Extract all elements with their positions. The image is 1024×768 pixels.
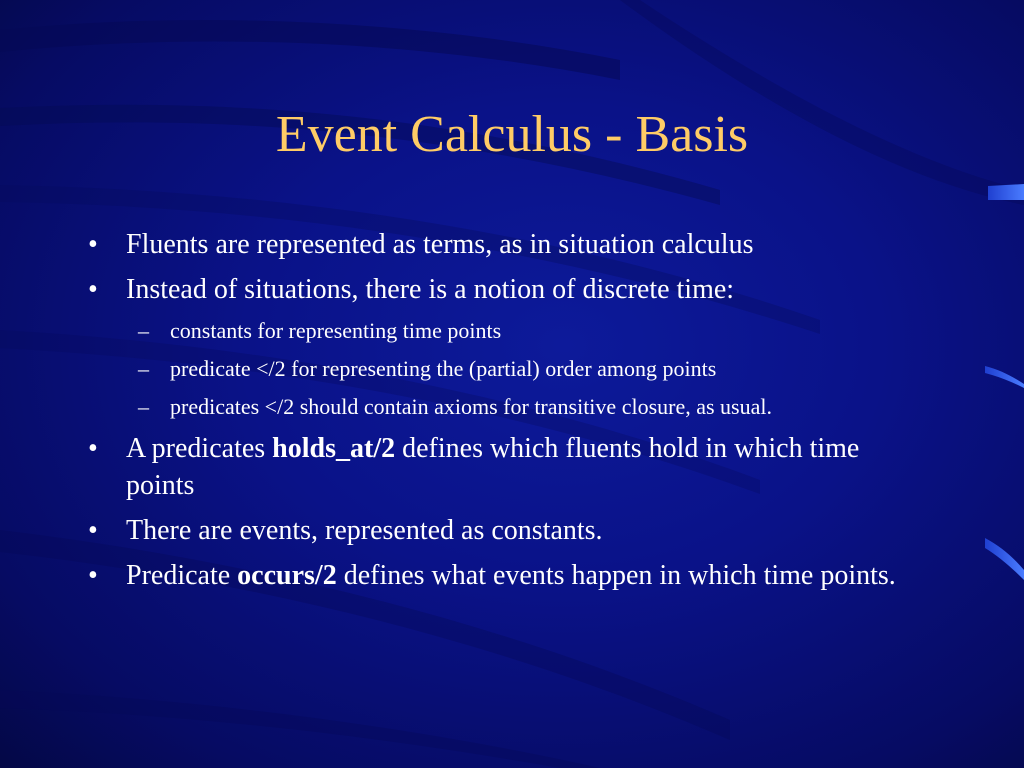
sub-item-2 <box>88 354 908 383</box>
bullet-item-5 <box>88 557 908 594</box>
sub-item-1 <box>88 316 908 345</box>
accent-bar-bottom <box>985 538 1024 580</box>
bullet-mark: • <box>88 433 98 464</box>
slide-title: Event Calculus - Basis <box>275 106 749 163</box>
bullet-text-pre: A predicates <box>126 433 273 464</box>
bullet-text: Instead of situations, there is a notion of discrete time: <box>126 274 735 305</box>
bullet-item-3 <box>88 430 908 504</box>
sub-text: predicate </2 for representing the (partial) order among points <box>170 356 717 381</box>
accent-bar-top <box>988 184 1024 200</box>
sub-mark: – <box>138 318 149 343</box>
bullet-text: There are events, represented as constants. <box>126 515 603 546</box>
bullet-list <box>88 226 908 602</box>
sub-mark: – <box>138 394 149 419</box>
bullet-text-pre: Predicate <box>126 560 238 591</box>
bullet-item-4 <box>88 512 908 549</box>
bullet-mark: • <box>88 515 98 546</box>
sub-text: predicates </2 should contain axioms for transitive closure, as usual. <box>170 394 772 419</box>
bullet-text-bold: holds_at/2 <box>272 433 396 464</box>
bullet-mark: • <box>88 274 98 305</box>
bullet-text-bold: occurs/2 <box>237 560 337 591</box>
bullet-text-post: defines which fluents hold in which time points <box>126 433 860 501</box>
sub-item-3 <box>88 392 908 421</box>
accent-bar-middle <box>985 366 1024 388</box>
bullet-text-post: defines what events happen in which time points. <box>336 560 896 591</box>
bullet-item-2 <box>88 271 908 308</box>
bullet-mark: • <box>88 560 98 591</box>
bullet-item-1 <box>88 226 908 263</box>
sub-mark: – <box>138 356 149 381</box>
bullet-text: Fluents are represented as terms, as in situation calculus <box>126 229 754 260</box>
sub-text: constants for representing time points <box>170 318 502 343</box>
bullet-mark: • <box>88 229 98 260</box>
